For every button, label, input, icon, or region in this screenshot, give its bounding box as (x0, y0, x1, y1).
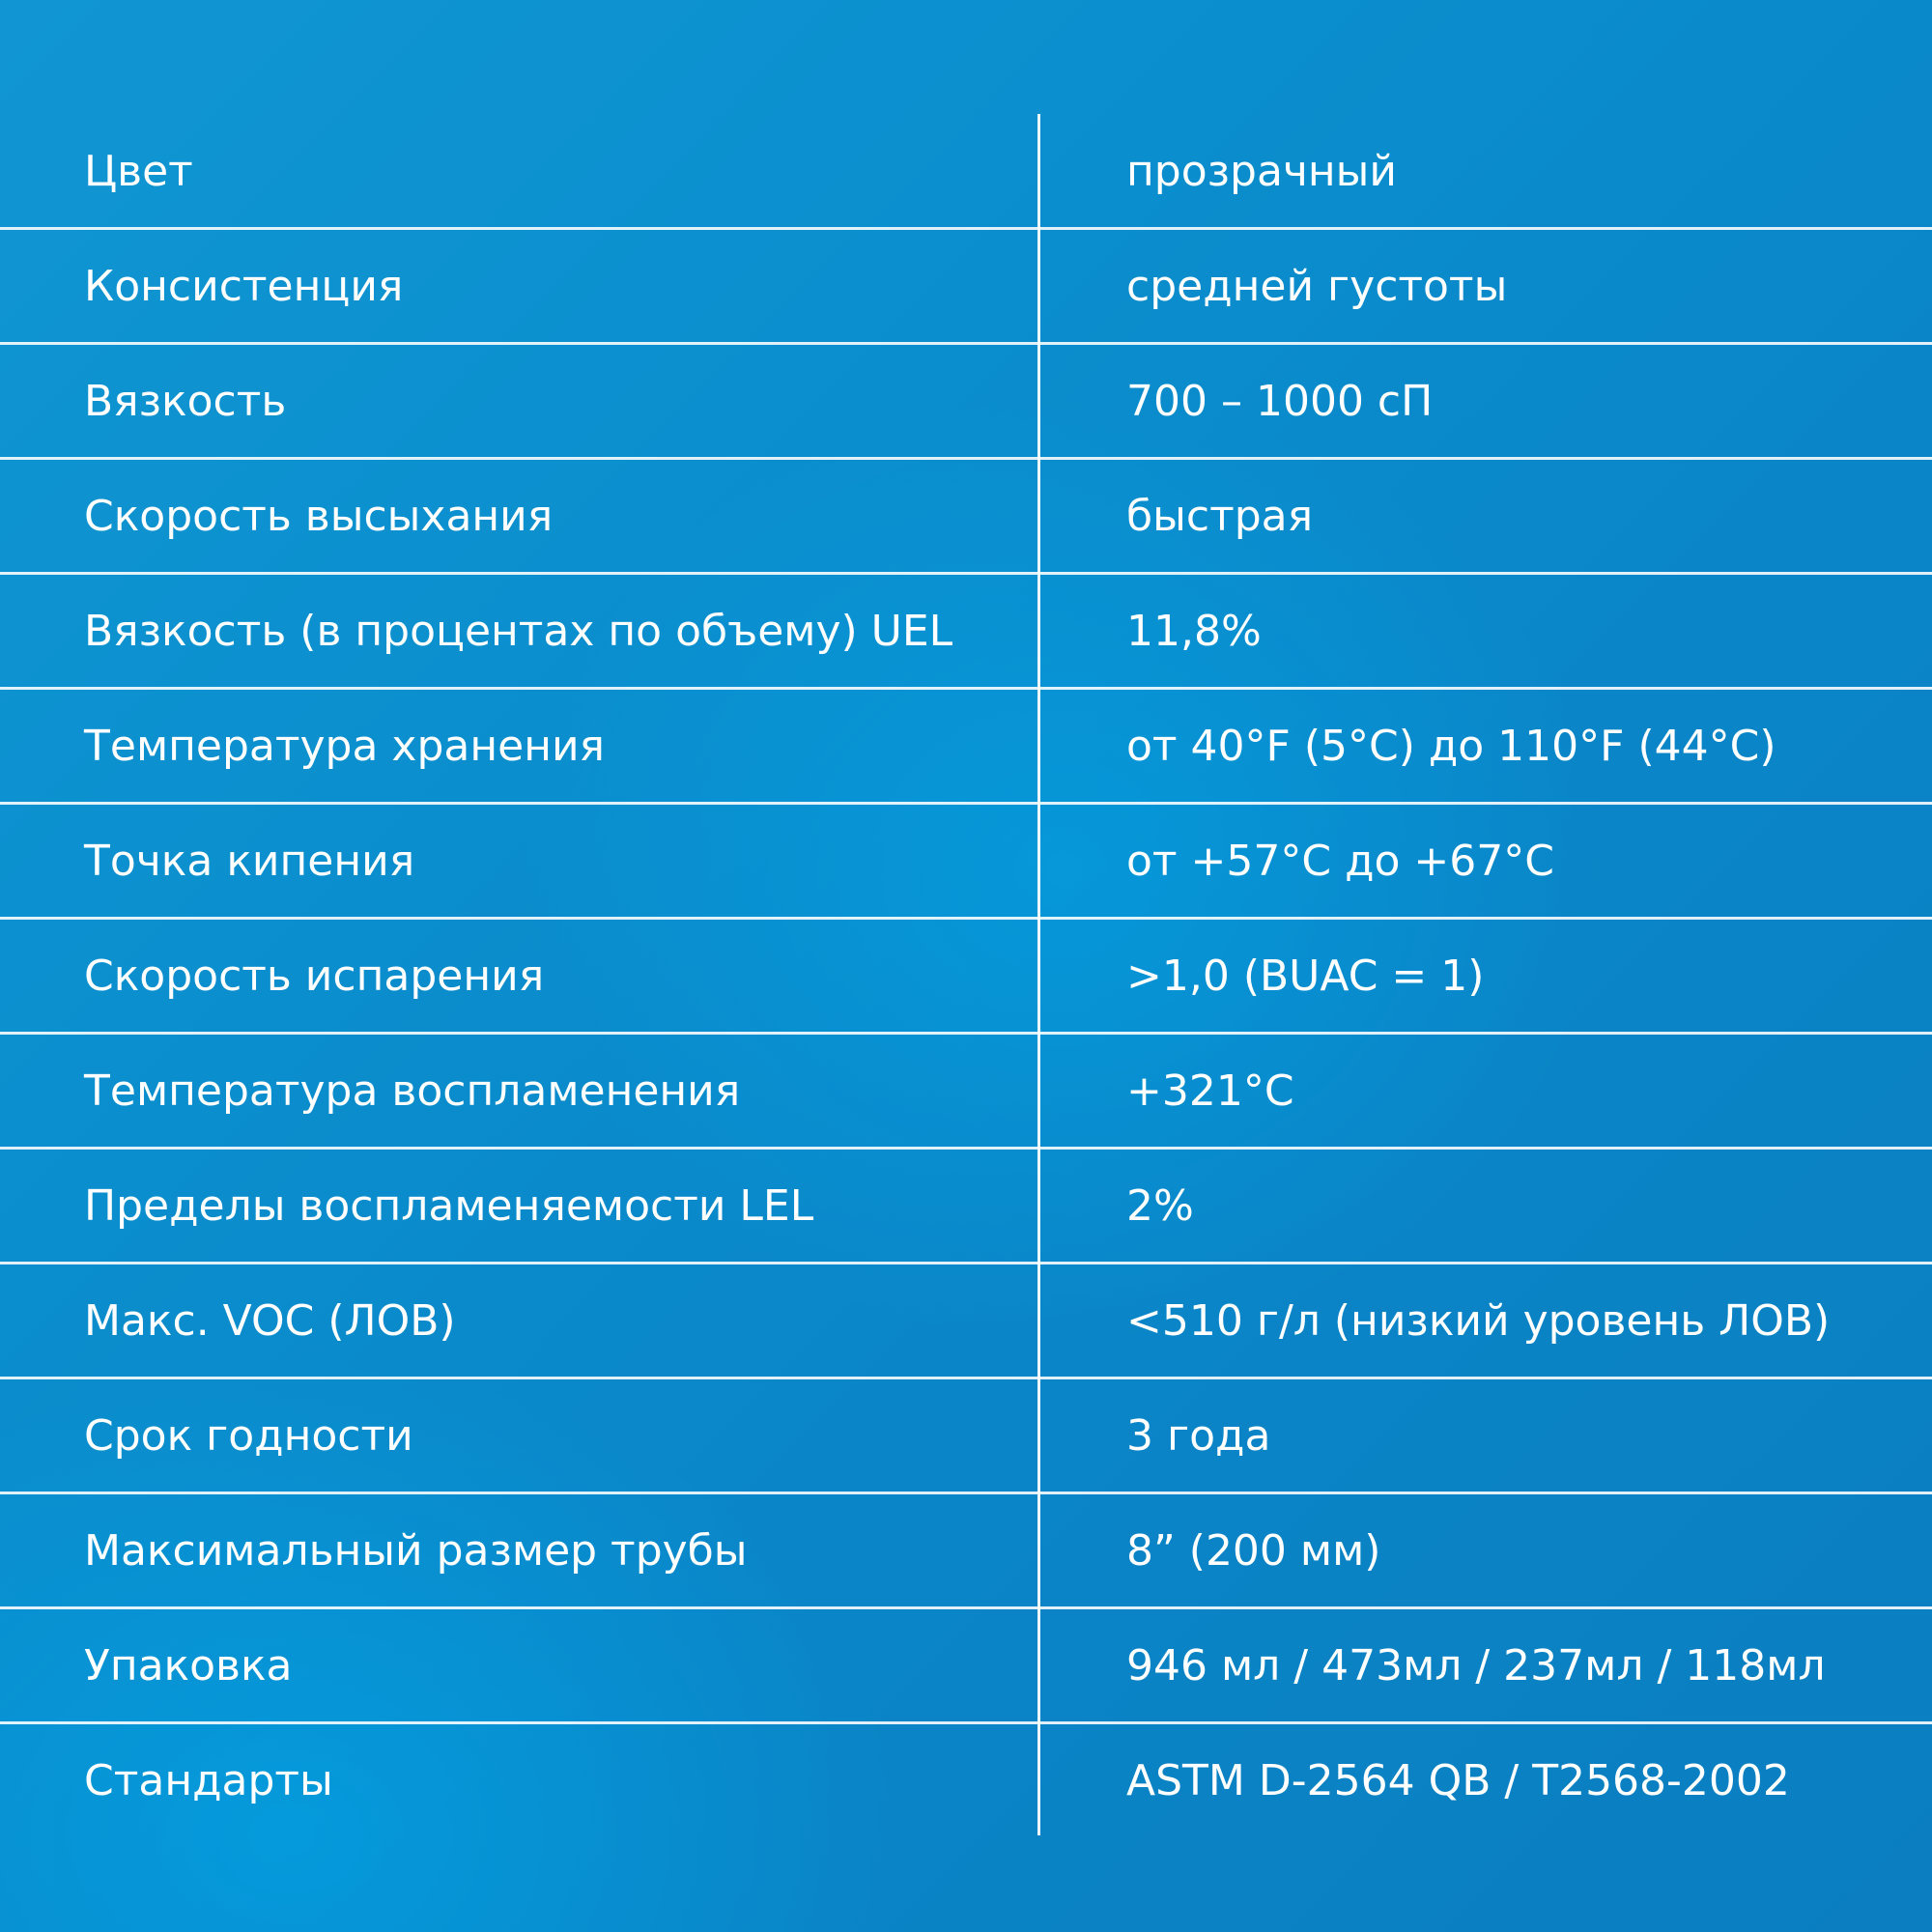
spec-label: Температура хранения (84, 722, 606, 771)
spec-row-drying-speed (0, 459, 1932, 574)
spec-value: средней густоты (1126, 262, 1508, 311)
spec-value: 3 года (1126, 1411, 1271, 1461)
spec-row-color (0, 114, 1932, 229)
spec-value: 946 мл / 473мл / 237мл / 118мл (1126, 1641, 1826, 1690)
spec-label: Пределы воспламеняемости LEL (84, 1181, 814, 1231)
spec-value: ASTM D-2564 QB / T2568-2002 (1126, 1756, 1790, 1805)
spec-value: быстрая (1126, 492, 1314, 541)
spec-label: Цвет (84, 147, 193, 196)
spec-row-viscosity (0, 344, 1932, 459)
spec-label: Скорость испарения (84, 952, 545, 1001)
spec-row-ignition-temperature (0, 1034, 1932, 1149)
spec-value: 11,8% (1126, 607, 1262, 656)
spec-row-packaging (0, 1608, 1932, 1723)
spec-value: 2% (1126, 1181, 1194, 1231)
spec-label: Вязкость (84, 377, 287, 426)
spec-label: Максимальный размер трубы (84, 1526, 748, 1576)
spec-label: Срок годности (84, 1411, 413, 1461)
spec-row-evaporation-rate (0, 919, 1932, 1034)
spec-row-boiling-point (0, 804, 1932, 919)
spec-value: от 40°F (5°C) до 110°F (44°C) (1126, 722, 1776, 771)
spec-label: Упаковка (84, 1641, 293, 1690)
spec-row-voc (0, 1264, 1932, 1378)
spec-label: Скорость высыхания (84, 492, 554, 541)
spec-label: Вязкость (в процентах по объему) UEL (84, 607, 953, 656)
spec-label: Макс. VOC (ЛОВ) (84, 1296, 456, 1346)
spec-row-storage-temperature (0, 689, 1932, 804)
spec-table (0, 114, 1932, 1838)
spec-row-consistency (0, 229, 1932, 344)
spec-value: прозрачный (1126, 147, 1398, 196)
spec-row-lel (0, 1149, 1932, 1264)
spec-value: 700 – 1000 сП (1126, 377, 1434, 426)
spec-value: <510 г/л (низкий уровень ЛОВ) (1126, 1296, 1831, 1346)
spec-value: +321°C (1126, 1066, 1294, 1116)
spec-value: от +57°C до +67°C (1126, 837, 1555, 886)
spec-label: Точка кипения (84, 837, 415, 886)
spec-label: Консистенция (84, 262, 404, 311)
spec-value: 8” (200 мм) (1126, 1526, 1381, 1576)
spec-label: Стандарты (84, 1756, 333, 1805)
spec-row-uel (0, 574, 1932, 689)
spec-value: >1,0 (BUAC = 1) (1126, 952, 1485, 1001)
spec-row-shelf-life (0, 1378, 1932, 1493)
spec-label: Температура воспламенения (84, 1066, 741, 1116)
spec-row-standards (0, 1723, 1932, 1838)
column-divider (1037, 114, 1040, 1835)
spec-row-max-pipe-size (0, 1493, 1932, 1608)
